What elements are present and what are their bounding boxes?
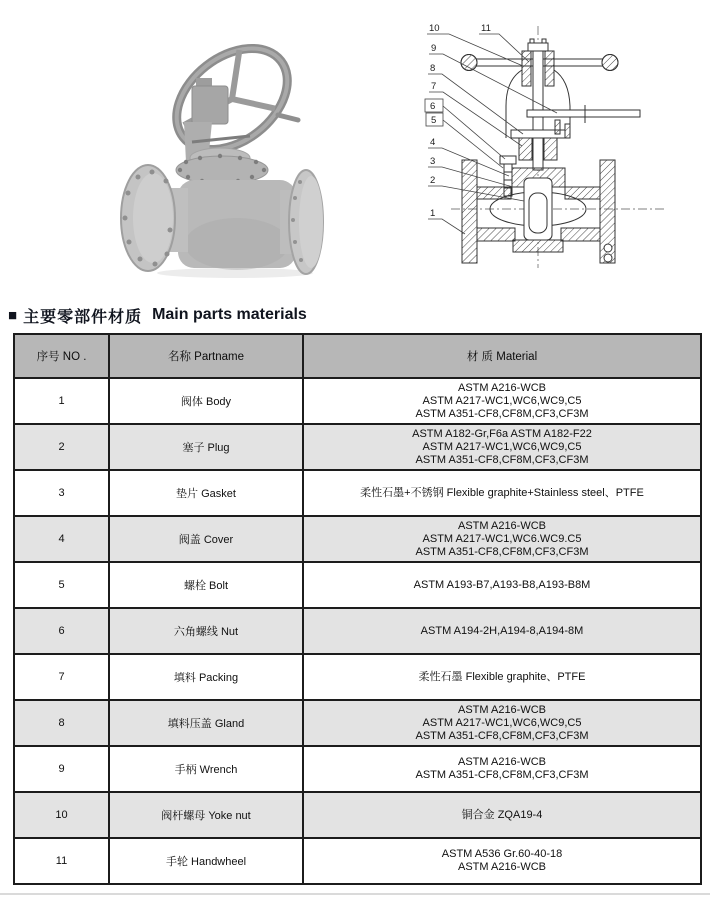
cell-no: 7 <box>14 654 109 700</box>
material-line: ASTM A194-2H,A194-8,A194-8M <box>420 624 584 637</box>
parts-table-body <box>14 378 701 884</box>
cell-no: 10 <box>14 792 109 838</box>
diagram-image <box>403 10 703 275</box>
cell-partname: 塞子 Plug <box>109 424 303 470</box>
table-row <box>14 608 701 654</box>
cell-partname: 阀杆螺母 Yoke nut <box>109 792 303 838</box>
table-row <box>14 838 701 884</box>
cell-no: 1 <box>14 378 109 424</box>
callout-10: 10 <box>429 23 440 34</box>
material-line: ASTM A216-WCB <box>457 381 547 394</box>
table-row <box>14 470 701 516</box>
material-line: ASTM A217-WC1,WC6,WC9,C5 <box>422 440 582 453</box>
cell-material <box>303 700 701 746</box>
cell-partname: 填料压盖 Gland <box>109 700 303 746</box>
material-line: ASTM A216-WCB <box>457 519 547 532</box>
material-line: ASTM A182-Gr,F6a ASTM A182-F22 <box>412 427 592 440</box>
header-no: 序号 NO . <box>14 334 109 378</box>
material-line: 柔性石墨 Flexible graphite、PTFE <box>418 670 586 683</box>
body-wall-bottom-left <box>477 228 515 241</box>
valve-photo <box>100 30 370 280</box>
body-bottom-cup <box>513 240 563 252</box>
cell-no: 4 <box>14 516 109 562</box>
cell-material <box>303 470 701 516</box>
table-row <box>14 424 701 470</box>
cell-partname: 阀盖 Cover <box>109 516 303 562</box>
material-line: 铜合金 ZQA19-4 <box>461 808 543 821</box>
plug-section <box>524 178 552 240</box>
valve-photo-image <box>100 30 370 280</box>
cell-no: 6 <box>14 608 109 654</box>
material-line: ASTM A216-WCB <box>457 703 547 716</box>
header-material: 材 质 Material <box>303 334 701 378</box>
table-row <box>14 378 701 424</box>
cell-material <box>303 562 701 608</box>
callout-2: 2 <box>430 175 436 186</box>
material-line: ASTM A216-WCB <box>457 756 547 768</box>
packing-section <box>519 138 532 160</box>
cell-material <box>303 746 701 792</box>
cell-material <box>303 608 701 654</box>
callout-11: 11 <box>481 23 491 34</box>
callout-9: 9 <box>431 43 437 54</box>
section-title <box>8 303 307 327</box>
material-line: ASTM A351-CF8,CF8M,CF3,CF3M <box>415 769 589 781</box>
body-flange-left <box>462 160 477 263</box>
material-line: ASTM A217-WC1,WC6.WC9.C5 <box>422 532 582 545</box>
material-line: ASTM A351-CF8,CF8M,CF3,CF3M <box>415 545 589 558</box>
material-line: 柔性石墨+不锈钢 Flexible graphite+Stainless steel、PTFE <box>360 486 644 499</box>
cell-material <box>303 378 701 424</box>
section-title-en: Main parts materials <box>152 306 307 323</box>
cell-no: 3 <box>14 470 109 516</box>
body-wall-bottom-right <box>561 228 600 241</box>
material-line: ASTM A217-WC1,WC6,WC9,C5 <box>422 394 582 407</box>
page-bottom-rule <box>0 893 710 895</box>
material-line: ASTM A351-CF8,CF8M,CF3,CF3M <box>415 453 589 466</box>
callout-5: 5 <box>431 115 437 126</box>
table-row <box>14 746 701 792</box>
cell-no: 11 <box>14 838 109 884</box>
material-line: ASTM A217-WC1,WC6,WC9,C5 <box>422 716 582 729</box>
cell-partname: 螺栓 Bolt <box>109 562 303 608</box>
table-row <box>14 562 701 608</box>
table-row <box>14 792 701 838</box>
cell-material <box>303 424 701 470</box>
section-title-cn: 主要零部件材质 <box>23 308 143 326</box>
table-row <box>14 654 701 700</box>
callout-8: 8 <box>430 63 436 74</box>
cell-partname: 填料 Packing <box>109 654 303 700</box>
table-row <box>14 700 701 746</box>
cell-partname: 手轮 Handwheel <box>109 838 303 884</box>
material-line: ASTM A351-CF8,CF8M,CF3,CF3M <box>415 729 589 742</box>
cell-material <box>303 838 701 884</box>
body-wall-top-right <box>565 187 600 199</box>
valve-cross-section-diagram <box>403 10 703 275</box>
cell-no: 8 <box>14 700 109 746</box>
cell-partname: 阀体 Body <box>109 378 303 424</box>
handwheel-end-left <box>461 55 477 71</box>
table-header-row <box>14 334 701 378</box>
material-line: ASTM A351-CF8,CF8M,CF3,CF3M <box>415 407 589 420</box>
cell-partname: 六角螺线 Nut <box>109 608 303 654</box>
header-partname: 名称 Partname <box>109 334 303 378</box>
material-line: ASTM A193-B7,A193-B8,A193-B8M <box>413 578 591 591</box>
callout-6: 6 <box>430 101 436 112</box>
material-line: ASTM A216-WCB <box>457 861 547 873</box>
cell-material <box>303 792 701 838</box>
callout-4: 4 <box>430 137 436 148</box>
cell-no: 5 <box>14 562 109 608</box>
callout-3: 3 <box>430 156 436 167</box>
cell-no: 2 <box>14 424 109 470</box>
yoke-nut-section-right <box>545 51 554 86</box>
cell-material <box>303 516 701 562</box>
table-row <box>14 516 701 562</box>
callout-1: 1 <box>430 208 436 219</box>
callout-7: 7 <box>431 81 437 92</box>
cell-no: 9 <box>14 746 109 792</box>
cell-partname: 手柄 Wrench <box>109 746 303 792</box>
material-line: ASTM A536 Gr.60-40-18 <box>441 848 563 860</box>
cell-material <box>303 654 701 700</box>
handwheel-end-right <box>602 55 618 71</box>
wrench-section <box>527 110 640 117</box>
parts-materials-table <box>13 333 702 885</box>
cell-partname: 垫片 Gasket <box>109 470 303 516</box>
square-bullet-icon: ■ <box>8 306 18 324</box>
